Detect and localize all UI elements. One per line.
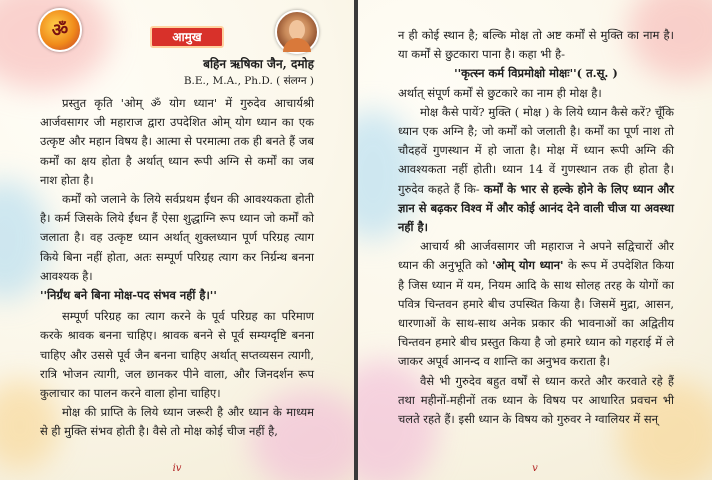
page-number: iv xyxy=(162,462,192,476)
guru-portrait xyxy=(275,10,319,54)
quote: ''निर्ग्रंथ बने बिना मोक्ष-पद संभव नहीं है।'' xyxy=(40,288,217,303)
right-body-text xyxy=(398,26,674,429)
om-logo-icon: ॐ xyxy=(38,8,82,52)
author-degree: B.E., M.A., Ph.D. ( संलग्न ) xyxy=(183,75,314,87)
author-name: बहिन ऋषिका जैन, दमोह xyxy=(203,57,314,71)
paragraph: वैसे भी गुरुदेव बहुत वर्षों से ध्यान करते और करवाते रहे हैं तथा महीनों-महीनों तक ध्यान के विषय पर आधारित प्रवचन भी चलते रहते हैं। इसी ध्यान के विषय को गुरुवर ने ग्वालियर में सन् xyxy=(398,373,674,427)
paragraph: प्रस्तुत कृति 'ओम् ॐ योग ध्यान' में गुरुदेव आचार्यश्री आर्जवसागर जी महाराज द्वारा उपदेशित ओम् योग ध्यान का एक उत्कृष्ट और महान विषय है। आत्मा से परमात्मा तक ही बनते हैं जब कर्मों का क्षय होता है अर्थात् ध्यान रूपी अग्नि से कर्मों का जब नाश होता है। xyxy=(40,96,314,187)
paragraph: मोक्ष की प्राप्ति के लिये ध्यान जरूरी है और ध्यान के माध्यम से ही मुक्ति संभव होती है। वैसे तो मोक्ष कोई चीज नहीं है, xyxy=(40,405,314,439)
page-title: आमुख xyxy=(150,26,224,48)
right-page xyxy=(358,0,712,480)
paragraph: कर्मों को जलाने के लिये सर्वप्रथम ईंधन की आवश्यकता होती है। कर्म जिसके लिये ईंधन हैं ऐसा शुद्धाग्नि रूप ध्यान जो कर्मों को जलाता है। वह उत्कृष्ट ध्यान अर्थात् शुक्लध्यान पूर्ण परिग्रह त्याग किये बिना नहीं होता, अतः सम्पूर्ण परिग्रह त्याग कर निर्ग्रन्थ बनना आवश्यक है। xyxy=(40,192,314,283)
left-body-text xyxy=(40,94,314,442)
paragraph: अर्थात् संपूर्ण कर्मों से छुटकारे का नाम ही मोक्ष है। xyxy=(398,85,602,100)
paragraph: न ही कोई स्थान है; बल्कि मोक्ष तो अष्ट कर्मों से मुक्ति का नाम है। या कर्मों से छुटकारा पाना है। कहा भी है- xyxy=(398,28,674,62)
sutra-quote: ''कृत्स्न कर्म विप्रमोक्षो मोक्षः''( त.सू. ) xyxy=(454,66,618,81)
paragraph: सम्पूर्ण परिग्रह का त्याग करने के पूर्व परिग्रह का परिमाण करके श्रावक बनना चाहिए। श्रावक बनने से पूर्व सम्यग्दृष्टि बनना चाहिए और उससे पूर्व जैन बनना चाहिए अर्थात् सप्तव्यसन त्यागी, रात्रि भोजन त्यागी, जल छानकर पीने वाला, और जिनदर्शन रूप कुलाचार का पालन करने वाला होना चाहिए। xyxy=(40,309,314,401)
page-number: v xyxy=(520,462,550,476)
left-page xyxy=(0,0,354,480)
paragraph: आचार्य श्री आर्जवसागर जी महाराज ने अपने सद्विचारों और ध्यान की अनुभूति को 'ओम् योग ध्यान' के रूप में उपदेशित किया है जिस ध्यान में यम, नियम आदि के साथ सोलह तरह के योगों का पवित्र चिन्तवन हमारे बीच उपस्थित किया है। जिसमें मुद्रा, आसन, धारणाओं के साथ-साथ अनेक प्रकार की भावनाओं का अद्वितीय चिन्तवन हमारे बीच प्रस्तुत किया है जो हमारे ध्यान को गहराई में ले जाकर अपूर्व आनन्द व शान्ति का अनुभव कराता है। xyxy=(398,239,674,369)
paragraph: मोक्ष कैसे पायें? मुक्ति ( मोक्ष ) के लिये ध्यान कैसे करें? चूँकि ध्यान एक अग्नि है; जो कर्मों को जलाती है। कर्मों का पूर्ण नाश तो चौदहवें गुणस्थान में हो जाता है। मोक्ष में ध्यान रूपी अग्नि की आवश्यकता नहीं होती। ध्यान 14 वें गुणस्थान तक ही होता है। गुरुदेव कहते हैं कि- कर्मों के भार से हल्के होने के लिए ध्यान और ज्ञान से बढ़कर विश्व में और कोई आनंद देने वाली चीज या अवस्था नहीं है। xyxy=(398,104,674,235)
